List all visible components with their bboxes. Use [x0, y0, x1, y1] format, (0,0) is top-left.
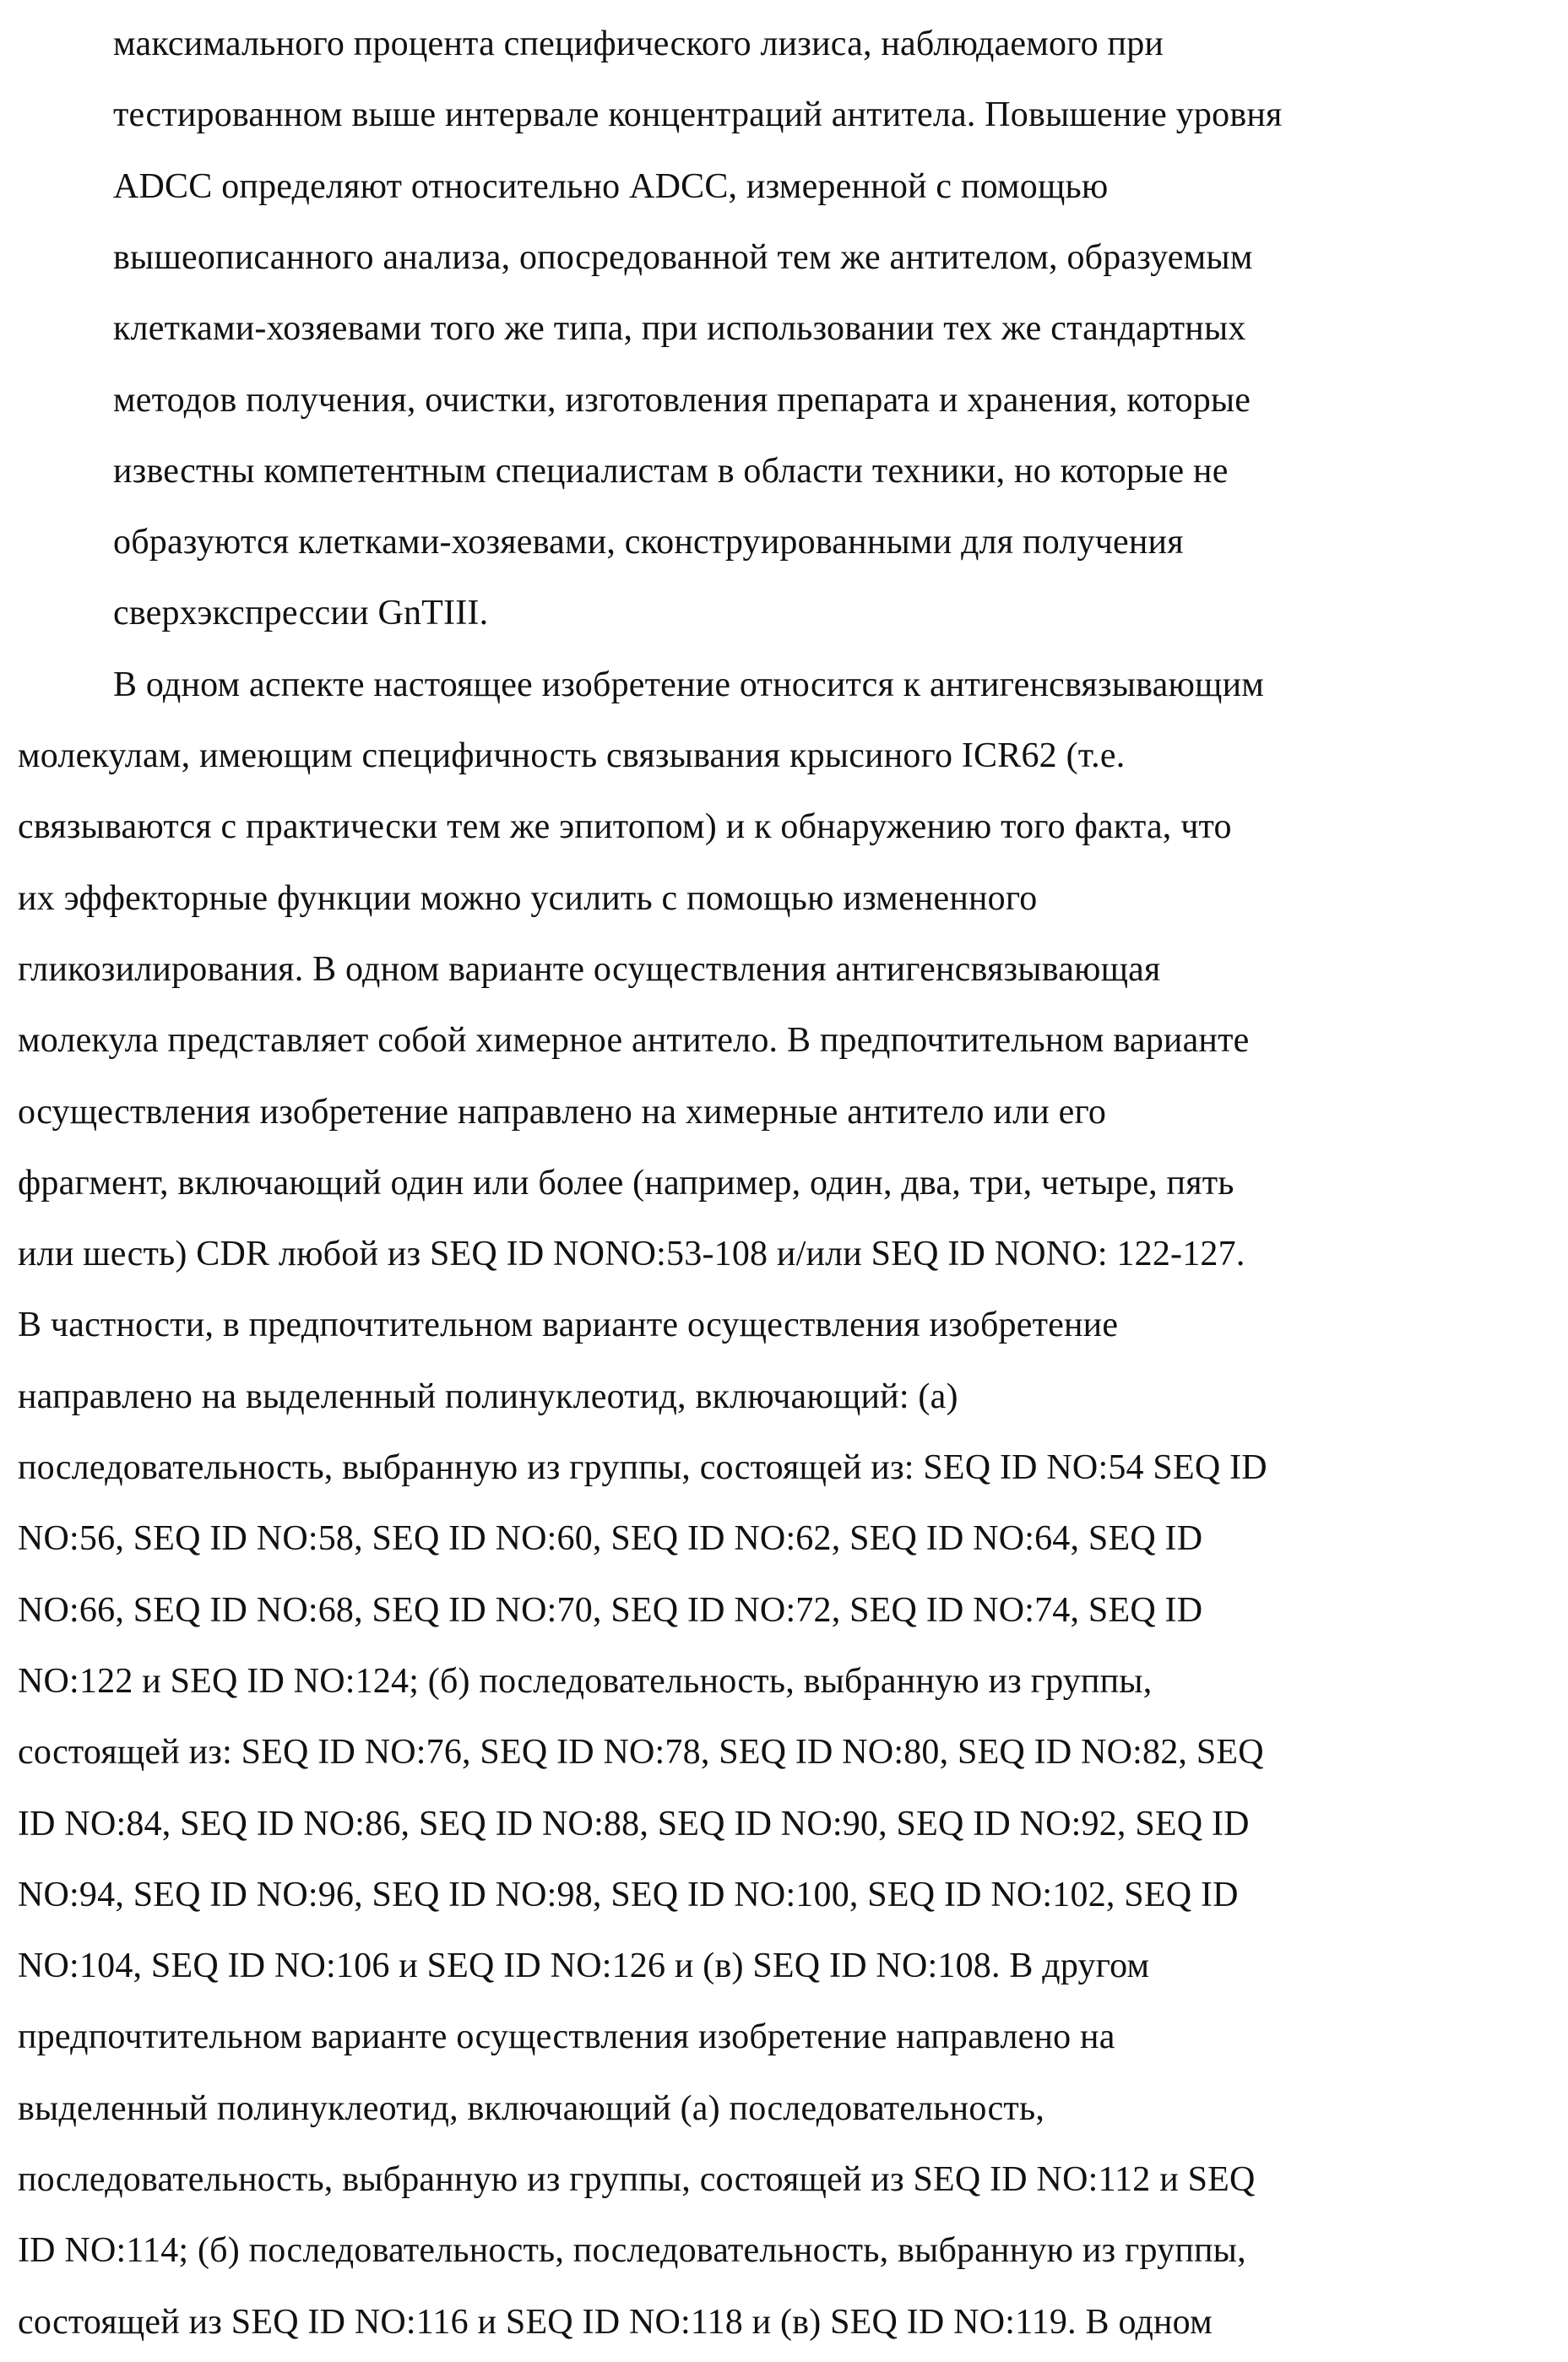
text-line: В одном аспекте настоящее изобретение относится к антигенсвязывающим — [113, 661, 1264, 709]
text-line: максимального процента специфического лизиса, наблюдаемого при — [113, 20, 1164, 68]
text-line: сверхэкспрессии GnTIII. — [113, 589, 488, 637]
text-line: гликозилирования. В одном варианте осуществления антигенсвязывающая — [18, 946, 1161, 993]
text-line: их эффекторные функции можно усилить с помощью измененного — [18, 875, 1037, 922]
text-line: образуются клетками-хозяевами, сконструированными для получения — [113, 519, 1184, 566]
text-line: тестированном выше интервале концентраций антитела. Повышение уровня — [113, 91, 1283, 138]
text-line: или шесть) CDR любой из SEQ ID NONO:53-108 и/или SEQ ID NONO: 122-127. — [18, 1230, 1245, 1278]
text-line: предпочтительном варианте осуществления изобретение направлено на — [18, 2013, 1115, 2061]
text-line: направлено на выделенный полинуклеотид, включающий: (а) — [18, 1373, 958, 1420]
text-line: осуществления изобретение направлено на химерные антитело или его — [18, 1089, 1106, 1136]
text-line: NO:94, SEQ ID NO:96, SEQ ID NO:98, SEQ ID NO:100, SEQ ID NO:102, SEQ ID — [18, 1871, 1239, 1919]
text-line: последовательность, выбранную из группы, состоящей из SEQ ID NO:112 и SEQ — [18, 2156, 1256, 2203]
text-line: состоящей из: SEQ ID NO:76, SEQ ID NO:78, SEQ ID NO:80, SEQ ID NO:82, SEQ — [18, 1729, 1264, 1776]
text-line: вышеописанного анализа, опосредованной тем же антителом, образуемым — [113, 234, 1253, 281]
text-line: NO:56, SEQ ID NO:58, SEQ ID NO:60, SEQ ID NO:62, SEQ ID NO:64, SEQ ID — [18, 1515, 1202, 1562]
text-line: NO:122 и SEQ ID NO:124; (б) последовательность, выбранную из группы, — [18, 1658, 1152, 1705]
text-line: клетками-хозяевами того же типа, при использовании тех же стандартных — [113, 305, 1246, 352]
text-line: NO:104, SEQ ID NO:106 и SEQ ID NO:126 и (в) SEQ ID NO:108. В другом — [18, 1942, 1149, 1990]
text-line: выделенный полинуклеотид, включающий (а) последовательность, — [18, 2085, 1044, 2132]
text-line: известны компетентным специалистам в области техники, но которые не — [113, 448, 1229, 495]
text-line: В частности, в предпочтительном варианте осуществления изобретение — [18, 1301, 1118, 1349]
text-line: состоящей из SEQ ID NO:116 и SEQ ID NO:118 и (в) SEQ ID NO:119. В одном — [18, 2299, 1213, 2346]
text-line: ADCC определяют относительно ADCC, измеренной с помощью — [113, 163, 1108, 210]
text-line: фрагмент, включающий один или более (например, один, два, три, четыре, пять — [18, 1159, 1234, 1207]
text-line: методов получения, очистки, изготовления препарата и хранения, которые — [113, 377, 1251, 424]
text-line: связываются с практически тем же эпитопом) и к обнаружению того факта, что — [18, 803, 1232, 850]
text-line: молекула представляет собой химерное антитело. В предпочтительном варианте — [18, 1017, 1250, 1064]
text-line: NO:66, SEQ ID NO:68, SEQ ID NO:70, SEQ ID NO:72, SEQ ID NO:74, SEQ ID — [18, 1587, 1202, 1634]
text-line: последовательность, выбранную из группы, состоящей из: SEQ ID NO:54 SEQ ID — [18, 1444, 1267, 1491]
text-line: ID NO:84, SEQ ID NO:86, SEQ ID NO:88, SEQ ID NO:90, SEQ ID NO:92, SEQ ID — [18, 1800, 1250, 1848]
text-line: ID NO:114; (б) последовательность, последовательность, выбранную из группы, — [18, 2227, 1246, 2274]
text-line: молекулам, имеющим специфичность связывания крысиного ICR62 (т.е. — [18, 732, 1125, 779]
